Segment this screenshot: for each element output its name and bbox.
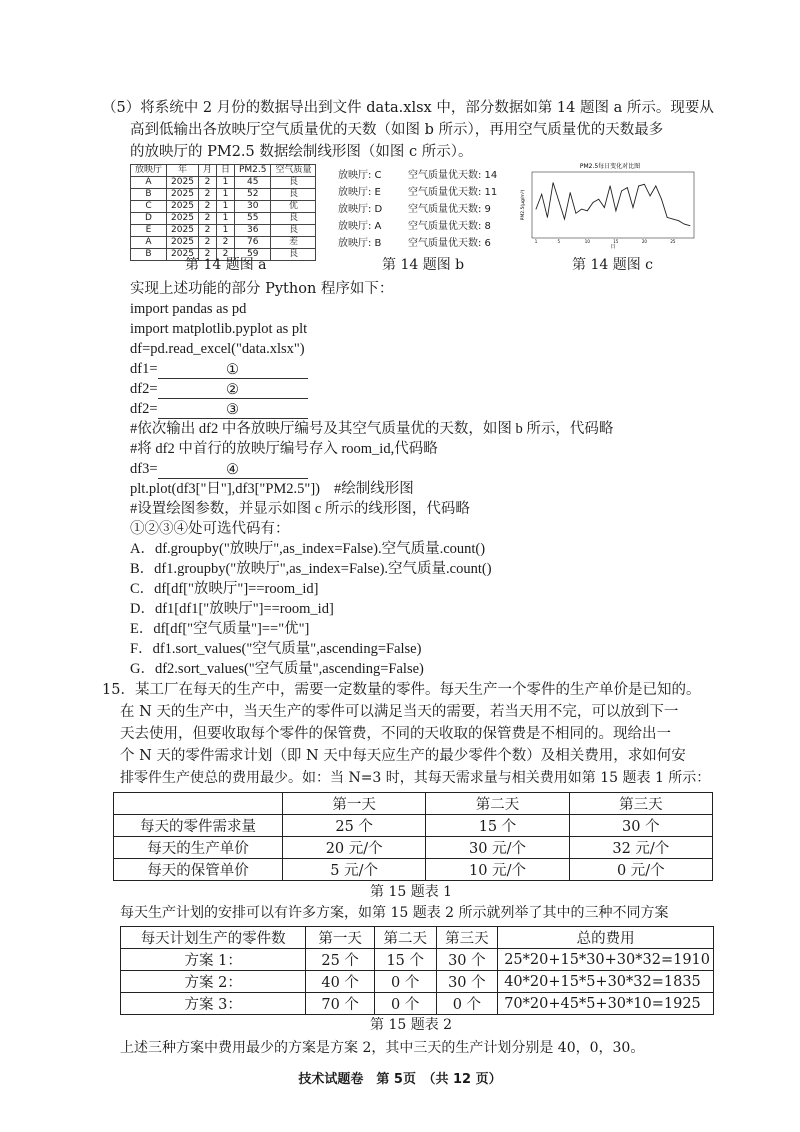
cell: 20 元/个 xyxy=(283,837,426,859)
blank-4: ④ xyxy=(158,460,308,479)
figure-a-caption: 第 14 题图 a xyxy=(185,257,267,273)
option-c: C．df[df["放映厅"]==room_id] xyxy=(130,581,319,597)
chart-y-axis-label: PM2.5(μg/m³) xyxy=(521,189,526,221)
cell: 30 个 xyxy=(436,971,498,993)
days-label: 空气质量优天数: 11 xyxy=(408,187,498,198)
cell: A xyxy=(131,177,167,189)
option-g: G．df2.sort_values("空气质量",ascending=False) xyxy=(130,661,424,677)
cell: 2 xyxy=(198,237,216,249)
cell: 2 xyxy=(198,249,216,261)
q15-conclusion: 上述三种方案中费用最少的方案是方案 2，其中三天的生产计划分别是 40，0，30。 xyxy=(120,1040,645,1056)
cell: 45 xyxy=(234,177,271,189)
q15-text-line-4: 个 N 天的零件需求计划（即 N 天中每天应生产的最少零件个数）及相关费用，求如何安 xyxy=(120,748,686,764)
cell: 2025 xyxy=(167,237,199,249)
chart-point xyxy=(576,213,577,214)
output-row xyxy=(338,201,498,218)
df2-assign: df2= xyxy=(130,401,158,417)
cell: 40*20+15*5+30*32=1835 xyxy=(498,971,714,993)
cell: 1 xyxy=(216,201,234,213)
option-e: E．df[df["空气质量"]=="优"] xyxy=(130,621,310,637)
chart-point xyxy=(650,195,651,196)
chart-point xyxy=(593,202,594,203)
q15-text-line-2: 在 N 天的生产中，当天生产的零件可以满足当天的需要，若当天用不完，可以放到下一 xyxy=(120,704,679,720)
code-intro: 实现上述功能的部分 Python 程序如下： xyxy=(130,281,394,297)
q15-text-line-3: 天去使用，但要收取每个零件的保管费，不同的天收取的保管费是不相同的。现给出一 xyxy=(120,726,671,742)
header-cell: 日 xyxy=(216,165,234,177)
chart-point xyxy=(661,199,662,200)
q15-table-1 xyxy=(113,792,713,881)
cell: 30 个 xyxy=(569,815,712,837)
figure-a-table xyxy=(130,164,316,261)
chart-point xyxy=(621,191,622,192)
cell: 1 xyxy=(216,213,234,225)
chart-point xyxy=(667,217,668,218)
blank-2: ② xyxy=(158,380,308,399)
cell: B xyxy=(131,189,167,201)
plot-comment: #绘制线形图 xyxy=(334,481,414,497)
cell: 32 元/个 xyxy=(569,837,712,859)
chart-point xyxy=(644,184,645,185)
chart-point xyxy=(615,210,616,211)
chart-x-tick-label: 20 xyxy=(641,239,647,244)
cell: 优 xyxy=(271,201,316,213)
chart-series-line xyxy=(536,183,690,226)
cell: 2 xyxy=(216,237,234,249)
cell: 70 个 xyxy=(306,993,375,1015)
cell: 55 xyxy=(234,213,271,225)
figure-c-line-chart xyxy=(518,160,698,250)
blank-1: ① xyxy=(158,360,308,379)
cell: 良 xyxy=(271,189,316,201)
cell: 0 元/个 xyxy=(569,859,712,881)
chart-point xyxy=(604,207,605,208)
chart-points xyxy=(536,182,691,226)
chart-point xyxy=(541,194,542,195)
chart-x-tick-label: 10 xyxy=(584,239,590,244)
chart-point xyxy=(655,186,656,187)
cell: E xyxy=(131,225,167,237)
cell: B xyxy=(131,249,167,261)
plot-call: plt.plot(df3["日"],df3["PM2.5"]) xyxy=(130,481,321,497)
cell: 2 xyxy=(198,189,216,201)
cell: 方案 1： xyxy=(121,949,306,971)
table-header-row xyxy=(114,793,713,815)
header-cell: 第一天 xyxy=(306,927,375,949)
chart-point xyxy=(672,219,673,220)
room-label: 放映厅: D xyxy=(338,204,383,215)
table-row xyxy=(131,177,316,189)
code-line-df3 xyxy=(130,459,308,479)
cell: 每天的生产单价 xyxy=(114,837,283,859)
table-1-caption: 第 15 题表 1 xyxy=(370,884,453,900)
cell: 25*20+15*30+30*32=1910 xyxy=(498,949,714,971)
cell: 2025 xyxy=(167,201,199,213)
cell: 36 xyxy=(234,225,271,237)
cell: 2 xyxy=(198,225,216,237)
chart-point xyxy=(678,220,679,221)
chart-point xyxy=(690,225,691,226)
chart-point xyxy=(570,192,571,193)
page-footer: 技术试题卷 第 5页 （共 12 页） xyxy=(298,1072,502,1087)
blank-3: ③ xyxy=(158,400,308,419)
cell: 2025 xyxy=(167,213,199,225)
figure-b-output xyxy=(338,167,498,252)
table-row xyxy=(121,993,714,1015)
room-label: 放映厅: E xyxy=(338,187,381,198)
header-cell: 第三天 xyxy=(436,927,498,949)
cell: 30 个 xyxy=(436,949,498,971)
cell: 30 xyxy=(234,201,271,213)
room-label: 放映厅: C xyxy=(338,170,382,181)
chart-point xyxy=(598,199,599,200)
df1-assign: df1= xyxy=(130,361,158,377)
chart-x-axis-label: 日 xyxy=(610,244,616,250)
room-label: 放映厅: B xyxy=(338,238,382,249)
cell: 70*20+45*5+30*10=1925 xyxy=(498,993,714,1015)
chart-point xyxy=(610,186,611,187)
chart-point xyxy=(587,210,588,211)
cell: 良 xyxy=(271,177,316,189)
option-a: A．df.groupby("放映厅",as_index=False).空气质量.count() xyxy=(130,541,486,557)
cell: 1 xyxy=(216,189,234,201)
code-comment-output: #依次输出 df2 中各放映厅编号及其空气质量优的天数，如图 b 所示，代码略 xyxy=(130,421,614,437)
cell: 5 元/个 xyxy=(283,859,426,881)
table-header-row xyxy=(121,927,714,949)
chart-point xyxy=(581,209,582,210)
output-row xyxy=(338,218,498,235)
cell: 良 xyxy=(271,225,316,237)
cell: 30 元/个 xyxy=(426,837,569,859)
header-cell xyxy=(114,793,283,815)
days-label: 空气质量优天数: 9 xyxy=(408,204,491,215)
figure-c-caption: 第 14 题图 c xyxy=(572,257,654,273)
code-line-import-pandas: import pandas as pd xyxy=(130,301,247,317)
cell: 52 xyxy=(234,189,271,201)
table-2-caption: 第 15 题表 2 xyxy=(370,1017,453,1033)
output-row xyxy=(338,235,498,252)
table-row xyxy=(131,225,316,237)
header-cell: PM2.5 xyxy=(234,165,271,177)
code-comment-settings: #设置绘图参数，并显示如图 c 所示的线形图，代码略 xyxy=(130,501,470,517)
table-row xyxy=(114,859,713,881)
days-label: 空气质量优天数: 8 xyxy=(408,221,491,232)
figure-a-header-row xyxy=(131,165,316,177)
cell: 15 个 xyxy=(374,949,436,971)
chart-point xyxy=(558,200,559,201)
cell: D xyxy=(131,213,167,225)
cell: 方案 3： xyxy=(121,993,306,1015)
header-cell: 第三天 xyxy=(569,793,712,815)
code-line-df1 xyxy=(130,359,308,379)
q14-intro-line-1: （5）将系统中 2 月份的数据导出到文件 data.xlsx 中，部分数据如第 14 题图 a 所示。现要从 xyxy=(102,100,714,116)
df2-assign: df2= xyxy=(130,381,158,397)
header-cell: 每天计划生产的零件数 xyxy=(121,927,306,949)
q15-table-2 xyxy=(120,926,714,1015)
options-intro: ①②③④处可选代码有： xyxy=(130,521,290,537)
code-line-df2-second xyxy=(130,399,308,419)
option-b: B．df1.groupby("放映厅",as_index=False).空气质量.count() xyxy=(130,561,492,577)
cell: 2025 xyxy=(167,225,199,237)
cell: 40 个 xyxy=(306,971,375,993)
chart-x-tick-label: 25 xyxy=(670,239,676,244)
cell: 2 xyxy=(198,201,216,213)
cell: 15 个 xyxy=(426,815,569,837)
option-d: D．df1[df1["放映厅"]==room_id] xyxy=(130,601,334,617)
chart-point xyxy=(638,186,639,187)
code-line-import-matplotlib: import matplotlib.pyplot as plt xyxy=(130,321,308,337)
room-label: 放映厅: A xyxy=(338,221,382,232)
chart-x-tick-label: 5 xyxy=(557,239,561,244)
cell: 每天的零件需求量 xyxy=(114,815,283,837)
cell: 良 xyxy=(271,213,316,225)
table-row xyxy=(121,971,714,993)
cell: 1 xyxy=(216,225,234,237)
header-cell: 第二天 xyxy=(426,793,569,815)
cell: 10 元/个 xyxy=(426,859,569,881)
cell: 2 xyxy=(198,213,216,225)
option-f: F．df1.sort_values("空气质量",ascending=False) xyxy=(130,641,422,657)
chart-point xyxy=(684,224,685,225)
df3-assign: df3= xyxy=(130,461,158,477)
chart-point xyxy=(553,182,554,183)
chart-point xyxy=(547,217,548,218)
code-line-df2-first xyxy=(130,379,308,399)
table-row xyxy=(114,815,713,837)
cell: 2025 xyxy=(167,249,199,261)
chart-x-ticks xyxy=(535,239,676,244)
table-row xyxy=(121,949,714,971)
chart-frame xyxy=(532,172,694,238)
cell: 差 xyxy=(271,237,316,249)
cell: 2 xyxy=(216,249,234,261)
table-row xyxy=(131,213,316,225)
header-cell: 月 xyxy=(198,165,216,177)
chart-point xyxy=(564,219,565,220)
table-row xyxy=(114,837,713,859)
header-cell: 空气质量 xyxy=(271,165,316,177)
header-cell: 总的费用 xyxy=(498,927,714,949)
q15-text-line-1: 15．某工厂在每天的生产中，需要一定数量的零件。每天生产一个零件的生产单价是已知的。 xyxy=(102,682,701,698)
chart-point xyxy=(633,207,634,208)
output-row xyxy=(338,184,498,201)
output-row xyxy=(338,167,498,184)
q14-intro-line-2: 高到低输出各放映厅空气质量优的天数（如图 b 所示），再用空气质量优的天数最多 xyxy=(130,122,664,138)
chart-x-tick-label: 15 xyxy=(613,239,619,244)
cell: 25 个 xyxy=(283,815,426,837)
cell: 0 个 xyxy=(436,993,498,1015)
cell: 方案 2： xyxy=(121,971,306,993)
days-label: 空气质量优天数: 6 xyxy=(408,238,491,249)
days-label: 空气质量优天数: 14 xyxy=(408,170,498,181)
cell: 良 xyxy=(271,249,316,261)
table-row xyxy=(131,237,316,249)
q15-text-line-5: 排零件生产使总的费用最少。如：当 N=3 时，其每天需求量与相关费用如第 15 题表 1 所示： xyxy=(120,770,711,786)
table-row xyxy=(131,189,316,201)
cell: 1 xyxy=(216,177,234,189)
cell: 25 个 xyxy=(306,949,375,971)
header-cell: 第一天 xyxy=(283,793,426,815)
table-row xyxy=(131,201,316,213)
cell: 每天的保管单价 xyxy=(114,859,283,881)
code-comment-room-id: #将 df2 中首行的放映厅编号存入 room_id,代码略 xyxy=(130,441,438,457)
chart-x-tick-label: 1 xyxy=(534,239,538,244)
cell: C xyxy=(131,201,167,213)
header-cell: 年 xyxy=(167,165,199,177)
cell: 2025 xyxy=(167,189,199,201)
cell: 0 个 xyxy=(374,993,436,1015)
figure-b-caption: 第 14 题图 b xyxy=(382,257,465,273)
cell: A xyxy=(131,237,167,249)
chart-point xyxy=(627,187,628,188)
table-2-intro: 每天生产计划的安排可以有许多方案，如第 15 题表 2 所示就列举了其中的三种不同方案 xyxy=(120,905,669,921)
cell: 76 xyxy=(234,237,271,249)
chart-title: PM2.5每日变化对比图 xyxy=(579,163,641,170)
cell: 59 xyxy=(234,249,271,261)
q14-intro-line-3: 的放映厅的 PM2.5 数据绘制线形图（如图 c 所示）。 xyxy=(130,144,473,160)
cell: 2025 xyxy=(167,177,199,189)
cell: 2 xyxy=(198,177,216,189)
cell: 0 个 xyxy=(374,971,436,993)
header-cell: 第二天 xyxy=(374,927,436,949)
chart-point xyxy=(536,209,537,210)
code-line-read-excel: df=pd.read_excel("data.xlsx") xyxy=(130,341,305,357)
code-line-plot xyxy=(130,479,414,499)
header-cell: 放映厅 xyxy=(131,165,167,177)
